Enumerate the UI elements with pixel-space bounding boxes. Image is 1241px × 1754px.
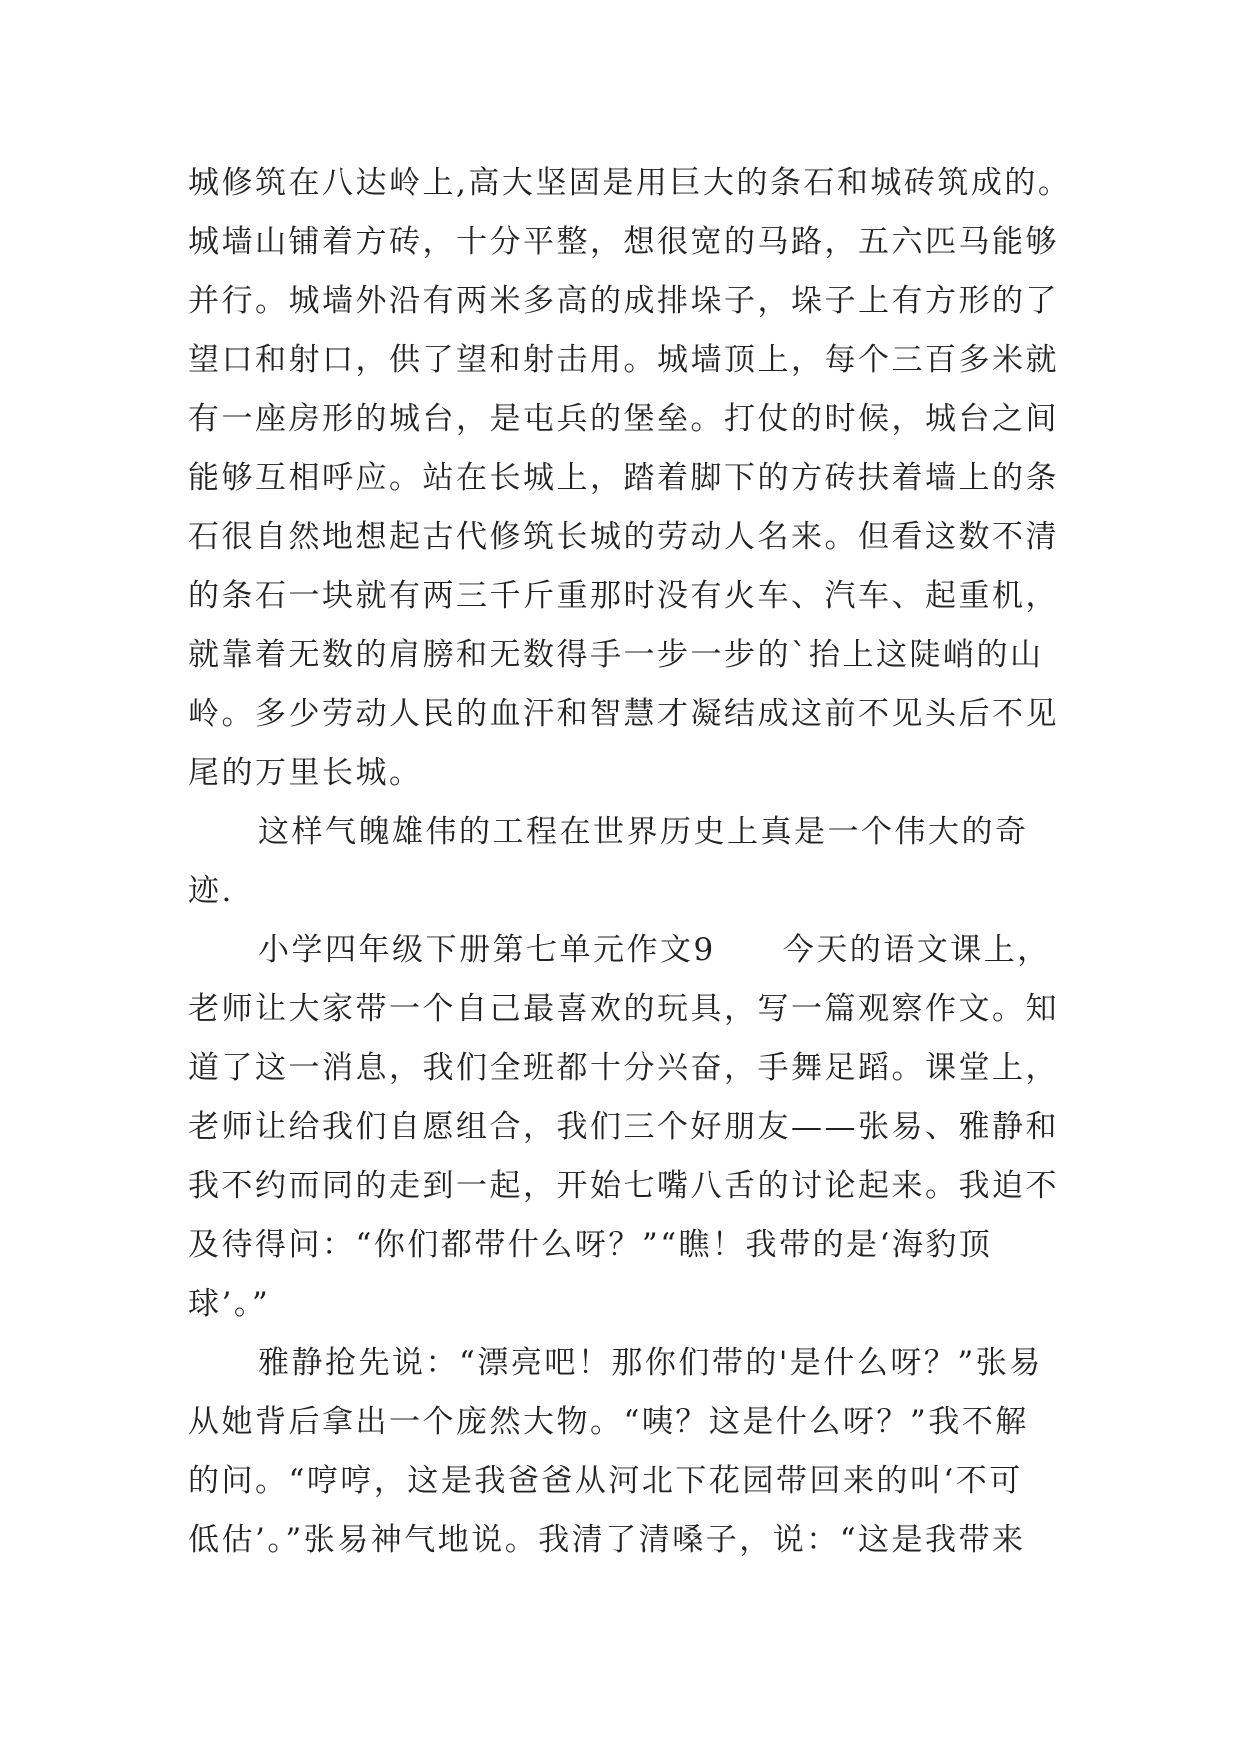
text-line: 低估’。”张易神气地说。我清了清嗓子，说：“这是我带来 <box>188 1522 1026 1558</box>
text-line: 岭。多少劳动人民的血汗和智慧才凝结成这前不见头后不见 <box>188 696 1059 732</box>
text-line: 尾的万里长城。 <box>188 755 423 791</box>
text-line: 小学四年级下册第七单元作文9 今天的语文课上， <box>258 932 1051 968</box>
text-line: 从她背后拿出一个庞然大物。“咦？这是什么呀？”我不解 <box>188 1404 1029 1440</box>
text-line: 老师让给我们自愿组合，我们三个好朋友——张易、雅静和 <box>188 1109 1059 1145</box>
text-line: 城墙山铺着方砖，十分平整，想很宽的马路，五六匹马能够 <box>188 224 1059 260</box>
text-line: 球’。” <box>188 1286 271 1322</box>
text-line: 的问。“哼哼，这是我爸爸从河北下花园带回来的叫‘不可 <box>188 1463 1023 1499</box>
text-line: 老师让大家带一个自己最喜欢的玩具，写一篇观察作文。知 <box>188 991 1059 1027</box>
text-line: 并行。城墙外沿有两米多高的成排垛子，垛子上有方形的了 <box>188 283 1059 319</box>
text-line: 望口和射口，供了望和射击用。城墙顶上，每个三百多米就 <box>188 342 1059 378</box>
text-line: 能够互相呼应。站在长城上，踏着脚下的方砖扶着墙上的条 <box>188 460 1059 496</box>
document-body <box>188 154 1088 1570</box>
text-line: 我不约而同的走到一起，开始七嘴八舌的讨论起来。我迫不 <box>188 1168 1059 1204</box>
text-line: 道了这一消息，我们全班都十分兴奋，手舞足蹈。课堂上， <box>188 1050 1059 1086</box>
text-line: 有一座房形的城台，是屯兵的堡垒。打仗的时候，城台之间 <box>188 401 1059 437</box>
text-line: 迹. <box>188 873 234 909</box>
text-line: 就靠着无数的肩膀和无数得手一步一步的`抬上这陡峭的山 <box>188 637 1044 673</box>
text-line: 及待得问：“你们都带什么呀？”“瞧！我带的是‘海豹顶 <box>188 1227 993 1263</box>
text-line: 石很自然地想起古代修筑长城的劳动人名来。但看这数不清 <box>188 519 1059 555</box>
text-line: 的条石一块就有两三千斤重那时没有火车、汽车、起重机， <box>188 578 1059 614</box>
text-line: 雅静抢先说：“漂亮吧！那你们带的'是什么呀？”张易 <box>258 1345 1043 1381</box>
text-line: 这样气魄雄伟的工程在世界历史上真是一个伟大的奇 <box>258 814 1029 850</box>
text-line: 城修筑在八达岭上,高大坚固是用巨大的条石和城砖筑成的。 <box>188 165 1072 201</box>
